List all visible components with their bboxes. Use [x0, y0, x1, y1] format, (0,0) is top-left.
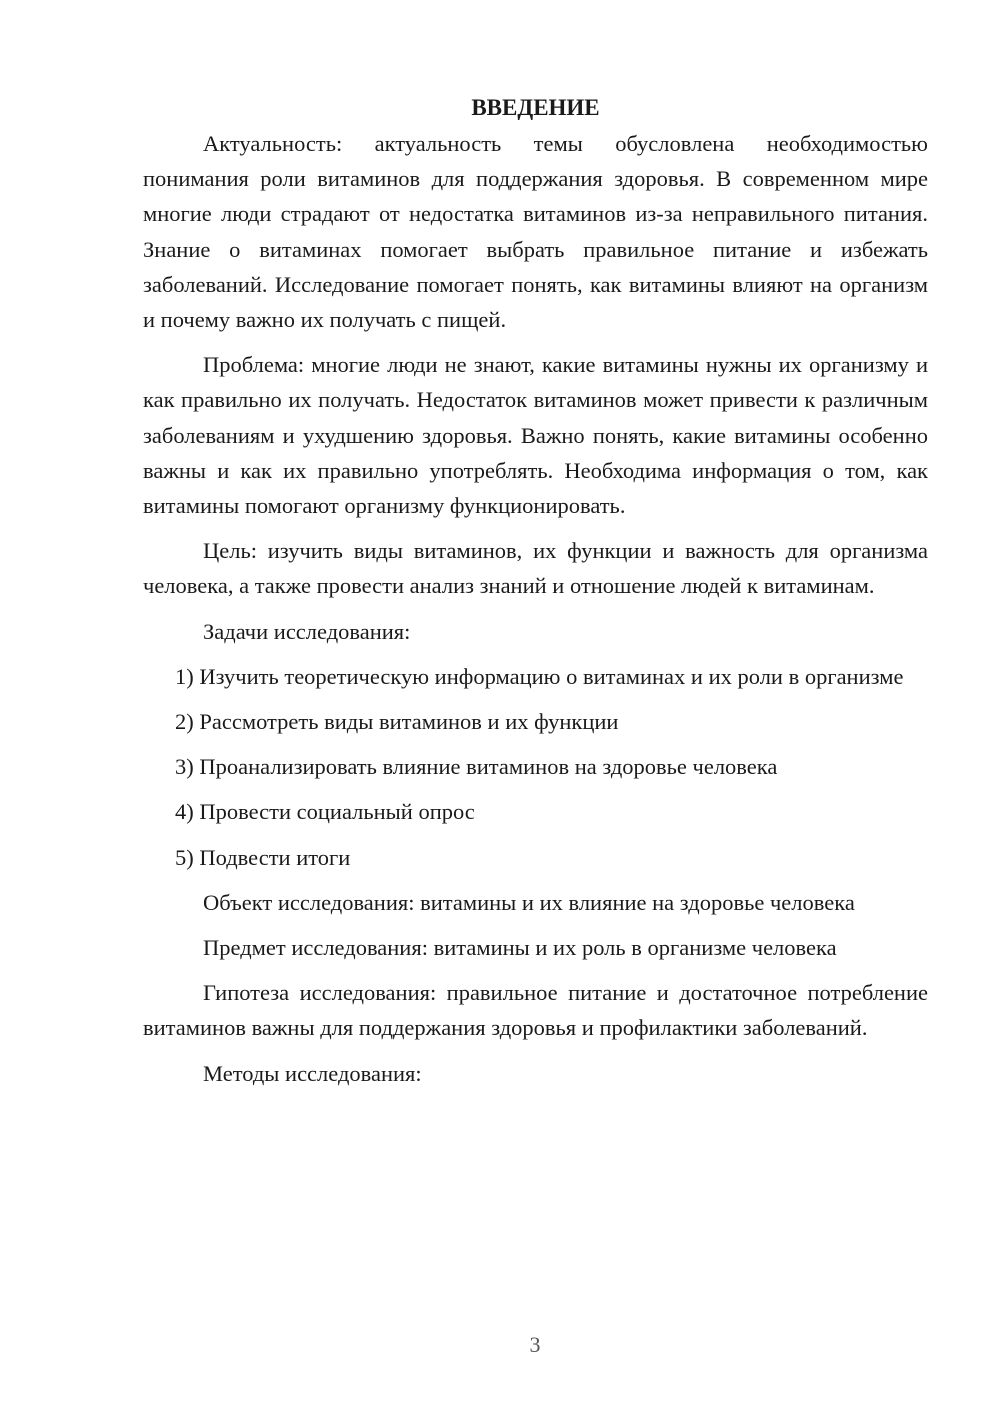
task-item-3: 3) Проанализировать влияние витаминов на здоровье человека: [175, 754, 778, 780]
task-item-1: 1) Изучить теоретическую информацию о витаминах и их роли в организме: [175, 663, 904, 689]
subject-paragraph: Предмет исследования: витамины и их роль в организме человека: [203, 935, 837, 961]
page-number: 3: [529, 1332, 541, 1357]
tasks-heading: Задачи исследования:: [203, 618, 411, 644]
task-item-4: 4) Провести социальный опрос: [175, 799, 475, 825]
section-title: ВВЕДЕНИЕ: [471, 95, 600, 120]
goal-paragraph: Цель: изучить виды витаминов, их функции и важность для организма человека, а также провести анализ знаний и отношение людей к витаминам.: [143, 538, 928, 599]
methods-heading: Методы исследования:: [203, 1060, 422, 1086]
object-paragraph: Объект исследования: витамины и их влияние на здоровье человека: [203, 889, 855, 915]
task-item-5: 5) Подвести итоги: [175, 844, 351, 870]
hypothesis-paragraph: Гипотеза исследования: правильное питание и достаточное потребление витаминов важны для поддержания здоровья и профилактики заболеваний.: [143, 980, 928, 1041]
document-page: [143, 90, 928, 1101]
relevance-paragraph: Актуальность: актуальность темы обусловлена необходимостью понимания роли витаминов для поддержания здоровья. В современном мире многие люди страдают от недостатка витаминов из-за неправильного питания. Знание о витаминах помогает выбрать правильное питание и избежать заболеваний. Исследование помогает понять, как витамины влияют на организм и почему важно их получать с пищей.: [143, 131, 928, 333]
task-item-2: 2) Рассмотреть виды витаминов и их функции: [175, 709, 619, 735]
problem-paragraph: Проблема: многие люди не знают, какие витамины нужны их организму и как правильно их получать. Недостаток витаминов может привести к различным заболеваниям и ухудшению здоровья. Важно понять, какие витамины особенно важны и как их правильно употреблять. Необходима информация о том, как витамины помогают организму функционировать.: [143, 352, 928, 519]
